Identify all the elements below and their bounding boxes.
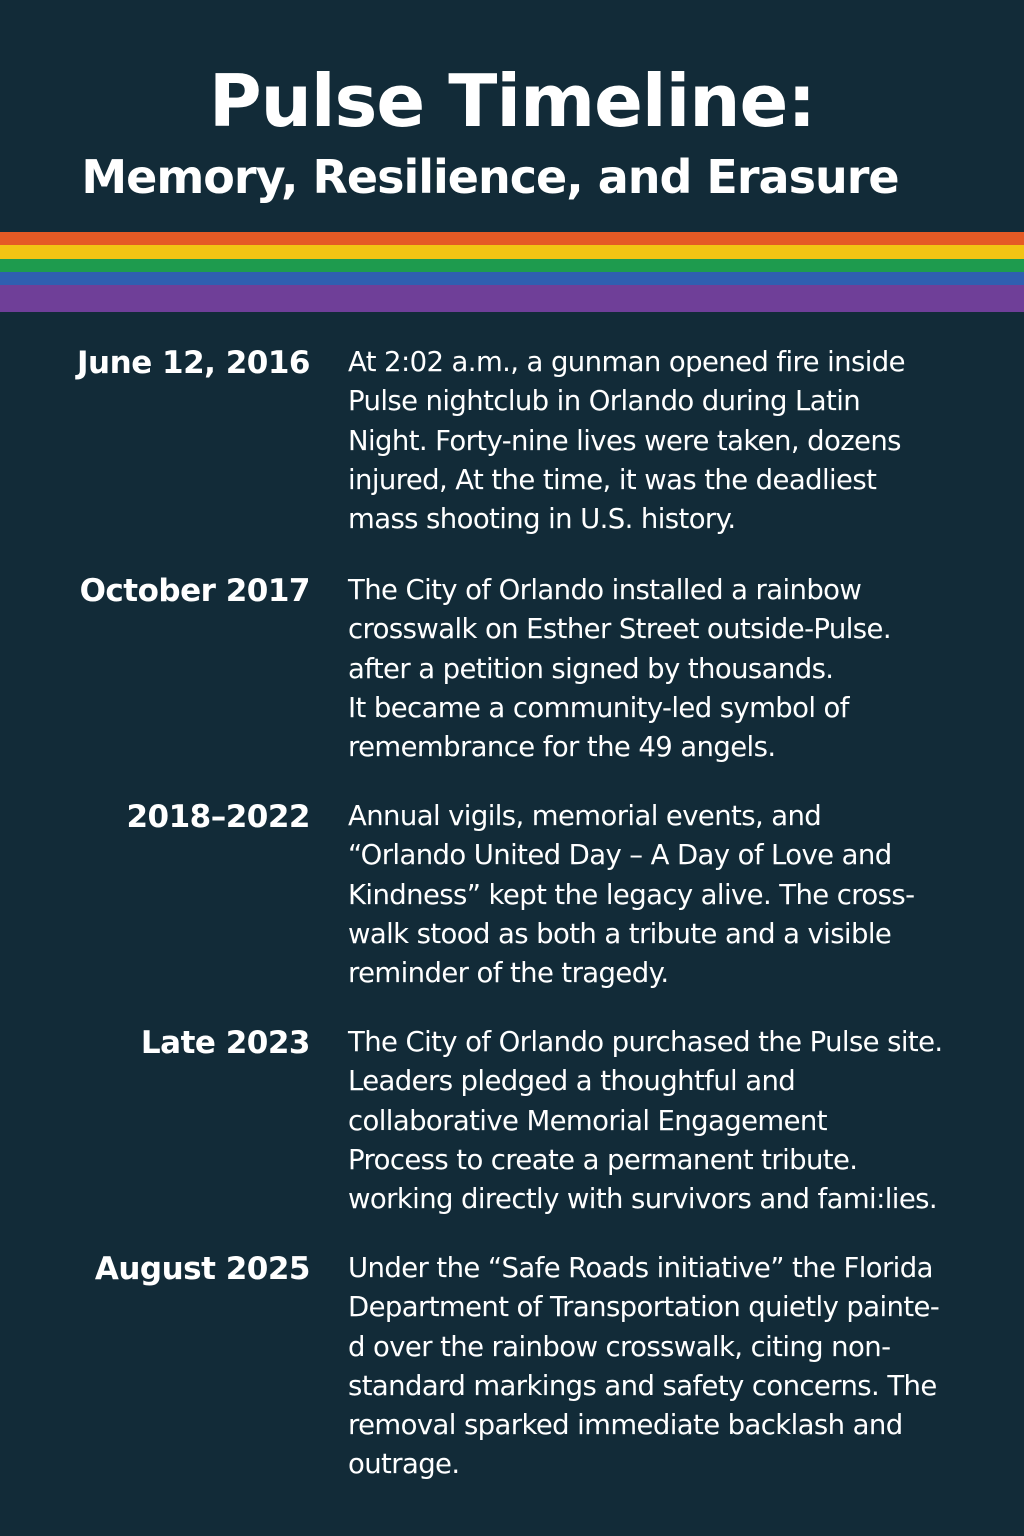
timeline: [0, 340, 1024, 1496]
page-subtitle: Memory, Resilience, and Erasure: [81, 150, 899, 204]
description-line: outrage.: [348, 1448, 460, 1481]
description-line: injured, At the time, it was the deadliest: [348, 463, 877, 496]
description-line: Leaders pledged a thoughtful and: [348, 1065, 796, 1098]
rainbow-banner: [0, 232, 1024, 312]
description-line: Annual vigils, memorial events, and: [348, 800, 822, 832]
description-line: Pulse nightclub in Orlando during Latin: [348, 385, 861, 418]
description-line: after a petition signed by thousands.: [348, 652, 834, 685]
timeline-description: [348, 340, 998, 539]
description-line: The City of Orlando installed a rainbow: [348, 574, 862, 606]
description-line: At 2:02 a.m., a gunman opened fire inside: [348, 346, 905, 378]
timeline-description: [348, 1020, 998, 1219]
timeline-date: June 12, 2016: [77, 345, 310, 381]
timeline-date: 2018–2022: [126, 799, 310, 835]
rainbow-stripe-yellow: [0, 245, 1024, 258]
timeline-description: [348, 1246, 998, 1485]
description-line: It became a community-led symbol of: [348, 691, 849, 724]
description-line: walk stood as both a tribute and a visible: [348, 917, 892, 950]
rainbow-stripe-orange: [0, 232, 1024, 245]
timeline-entry-2023: [0, 1020, 1024, 1246]
timeline-entry-2018-2022: [0, 794, 1024, 1020]
rainbow-stripe-violet: [0, 299, 1024, 312]
rainbow-stripe-blue: [0, 272, 1024, 285]
description-line: mass shooting in U.S. history.: [348, 503, 736, 536]
description-line: Night. Forty-nine lives were taken, dozens: [348, 424, 901, 457]
description-line: “Orlando United Day – A Day of Love and: [348, 839, 892, 872]
description-line: standard markings and safety concerns. The: [348, 1369, 937, 1402]
timeline-description: [348, 568, 998, 767]
timeline-entry-2016: [0, 340, 1024, 568]
timeline-date: August 2025: [94, 1251, 310, 1287]
description-line: remembrance for the 49 angels.: [348, 731, 776, 764]
description-line: crosswalk on Esther Street outside-Pulse.: [348, 613, 891, 646]
description-line: Department of Transportation quietly painte-: [348, 1291, 940, 1324]
rainbow-stripe-green: [0, 259, 1024, 272]
description-line: The City of Orlando purchased the Pulse site.: [348, 1026, 943, 1058]
description-line: Process to create a permanent tribute.: [348, 1143, 858, 1176]
rainbow-stripe-purple: [0, 285, 1024, 298]
description-line: reminder of the tragedy.: [348, 957, 669, 990]
description-line: collaborative Memorial Engagement: [348, 1104, 827, 1137]
description-line: Kindness” kept the legacy alive. The cross-: [348, 878, 915, 911]
description-line: d over the rainbow crosswalk, citing non-: [348, 1330, 891, 1363]
page-title: Pulse Timeline:: [208, 59, 816, 143]
timeline-entry-2017: [0, 568, 1024, 794]
timeline-description: [348, 794, 998, 993]
description-line: removal sparked immediate backlash and: [348, 1409, 903, 1442]
timeline-date: Late 2023: [140, 1025, 310, 1061]
description-line: working directly with survivors and fami:lies.: [348, 1183, 938, 1216]
timeline-entry-2025: [0, 1246, 1024, 1496]
timeline-date: October 2017: [79, 573, 310, 609]
description-line: Under the “Safe Roads initiative” the Florida: [348, 1252, 933, 1284]
